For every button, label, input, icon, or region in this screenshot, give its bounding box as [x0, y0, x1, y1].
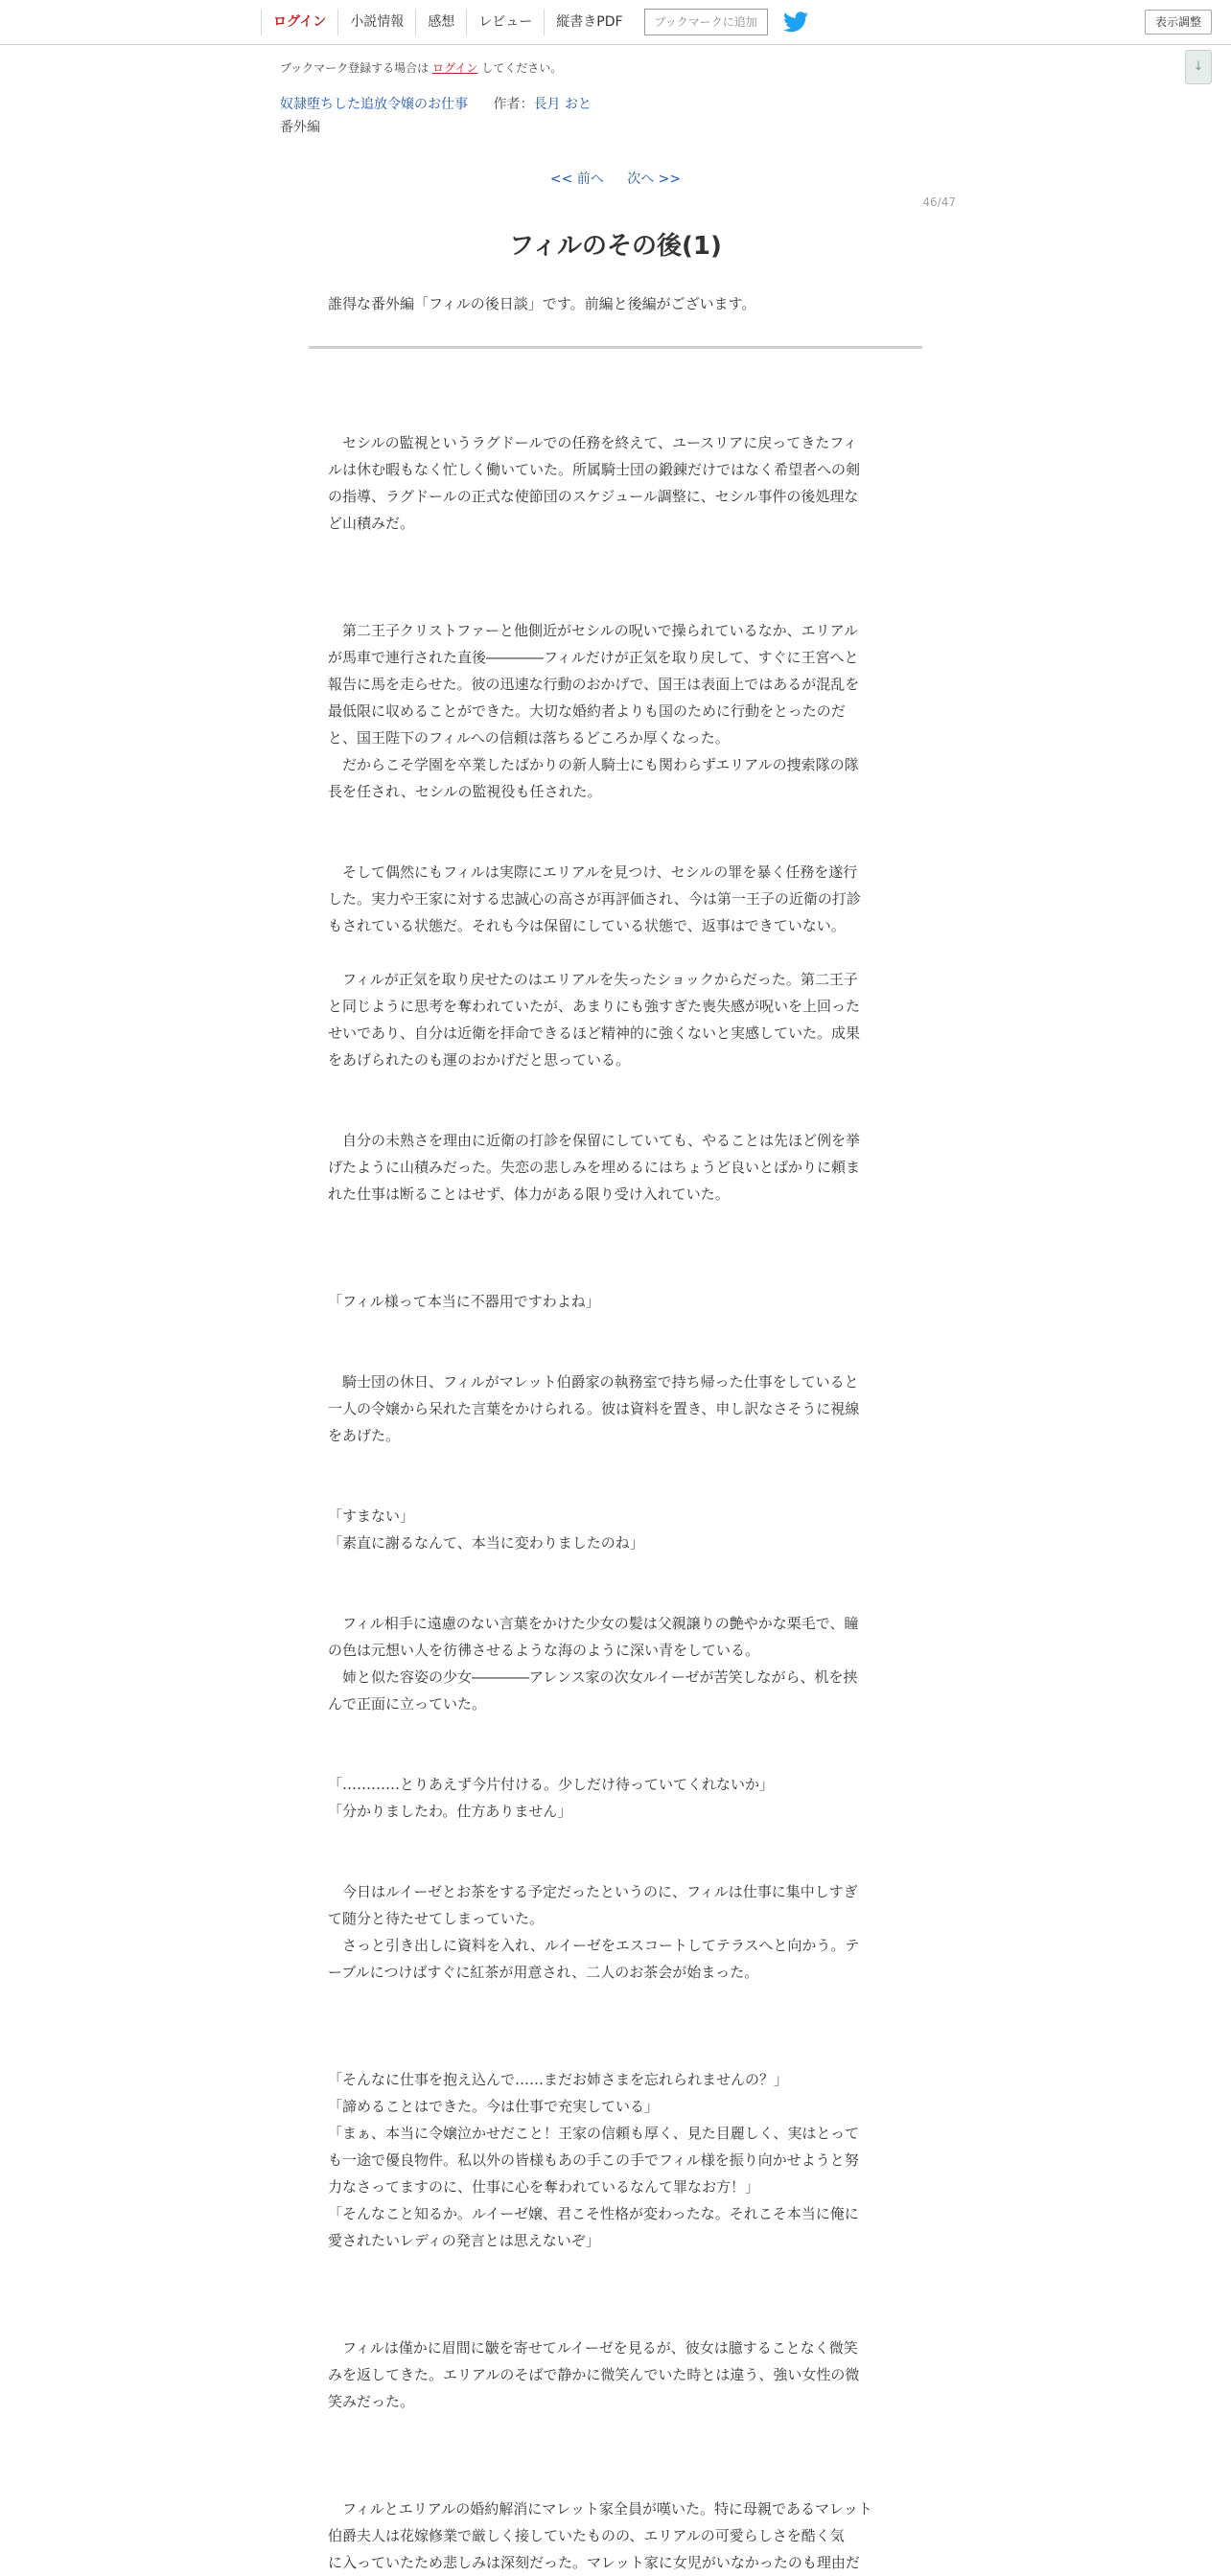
body-line — [328, 402, 903, 429]
body-line — [328, 1315, 903, 1342]
preface-divider — [309, 346, 922, 349]
nav-impressions-link[interactable]: 感想 — [415, 9, 466, 35]
body-line — [328, 1986, 903, 2012]
episode-preface: 誰得な番外編「フィルの後日談」です。前編と後編がございます。 — [328, 295, 756, 312]
author-label: 作者： — [493, 97, 534, 112]
body-line: も一途で優良物件。私以外の皆様もあの手この手でフィル様を振り向かせようと努 — [328, 2151, 859, 2169]
nav-login-link[interactable]: ログイン — [261, 9, 337, 35]
body-line: 笑みだった。 — [328, 2393, 415, 2410]
body-line: 姉と似た容姿の少女――――アレンス家の次女ルイーゼが苦笑しながら、机を挟 — [328, 1668, 858, 1686]
body-line — [328, 2012, 903, 2039]
body-line: 「すまない」 — [328, 1507, 415, 1525]
body-line: 「フィル様って本当に不器用ですわよね」 — [328, 1293, 600, 1310]
body-line: げたように山積みだった。失恋の悲しみを埋めるにはちょうど良いとばかりに頼ま — [328, 1159, 861, 1176]
body-line: 「そんなに仕事を抱え込んで……まだお姉さまを忘れられませんの？」 — [328, 2071, 789, 2088]
body-line — [328, 1583, 903, 1610]
body-line: をあげた。 — [328, 1427, 401, 1444]
body-line: れた仕事は断ることはせず、体力がある限り受け入れていた。 — [328, 1185, 730, 1203]
body-line: さっと引き出しに資料を入れ、ルイーゼをエスコートしてテラスへと向かう。テ — [328, 1937, 860, 1954]
body-line — [328, 2442, 903, 2469]
body-line: せいであり、自分は近衛を拝命できるほど精神的に強くないと実感していた。成果 — [328, 1024, 861, 1042]
scroll-down-button[interactable]: ↓ — [1185, 50, 1212, 84]
body-line: フィル相手に遠慮のない言葉をかけた少女の髪は父親譲りの艶やかな栗毛で、瞳 — [328, 1615, 859, 1632]
body-line: 長を任され、セシルの監視役も任された。 — [328, 783, 602, 800]
body-line: て随分と待たせてしまっていた。 — [328, 1910, 545, 1927]
nav-list — [261, 9, 808, 35]
body-line — [328, 1717, 903, 1744]
body-line: 最低限に収めることができた。大切な婚約者よりも国のために行動をとったのだ — [328, 702, 846, 720]
novel-title-link[interactable]: 奴隷堕ちした追放令嬢のお仕事 — [280, 97, 468, 112]
body-line: ど山積みだ。 — [328, 515, 415, 532]
body-line — [328, 590, 903, 617]
body-line — [328, 2039, 903, 2066]
body-line: んで正面に立っていた。 — [328, 1695, 487, 1713]
body-line — [328, 537, 903, 564]
next-episode-link[interactable]: 次へ >> — [627, 172, 682, 187]
body-line — [328, 1208, 903, 1234]
body-line: の色は元想い人を彷彿させるような海のように深い青をしている。 — [328, 1642, 760, 1659]
body-line: 今日はルイーゼとお茶をする予定だったというのに、フィルは仕事に集中しすぎ — [328, 1883, 858, 1900]
body-line: と同じように思考を奪われていたが、あまりにも強すぎた喪失感が呪いを上回った — [328, 998, 861, 1015]
body-line: 「そんなこと知るか。ルイーゼ嬢、君こそ性格が変わったな。それこそ本当に俺に — [328, 2205, 859, 2222]
novel-meta — [280, 94, 592, 113]
body-line: 力なさってますのに、仕事に心を奪われているなんて罪なお方！」 — [328, 2178, 760, 2196]
episode-pager — [0, 169, 1231, 188]
body-line — [328, 1825, 903, 1852]
body-line: 第二王子クリストファーと他側近がセシルの呪いで操られているなか、エリアル — [328, 622, 858, 639]
body-line: が馬車で連行された直後――――フィルだけが正気を取り戻して、すぐに王宮へと — [328, 649, 859, 666]
nav-vertical-pdf-link[interactable]: 縦書きPDF — [544, 9, 634, 35]
body-line — [328, 1744, 903, 1771]
body-line — [328, 1449, 903, 1476]
body-line: と、国王陛下のフィルへの信頼は落ちるどころか厚くなった。 — [328, 729, 730, 747]
body-line: フィルが正気を取り戻せたのはエリアルを失ったショックからだった。第二王子 — [328, 971, 858, 988]
body-line — [328, 1234, 903, 1261]
display-settings-button[interactable]: 表示調整 — [1145, 10, 1212, 34]
top-navigation-bar — [0, 0, 1231, 45]
body-line — [328, 2308, 903, 2334]
body-line: 愛されたいレディの発言とは思えないぞ」 — [328, 2232, 600, 2249]
episode-title: フィルのその後(1) — [509, 232, 722, 261]
notice-text-after: してください。 — [481, 61, 563, 75]
bookmark-login-notice — [280, 59, 562, 76]
body-line: の指導、ラグドールの正式な使節団のスケジュール調整に、セシル事件の後処理な — [328, 488, 859, 505]
body-line: 「分かりましたわ。仕方ありません」 — [328, 1803, 572, 1820]
body-line: をあげられたのも運のおかげだと思っている。 — [328, 1051, 631, 1069]
body-line — [328, 1073, 903, 1100]
nav-novel-info-link[interactable]: 小説情報 — [337, 9, 415, 35]
body-line: 一人の令嬢から呆れた言葉をかけられる。彼は資料を置き、申し訳なさそうに視線 — [328, 1400, 860, 1417]
notice-login-link[interactable]: ログイン — [432, 61, 478, 75]
body-line — [328, 564, 903, 590]
body-line — [328, 2281, 903, 2308]
body-line: そして偶然にもフィルは実際にエリアルを見つけ、セシルの罪を暴く任務を遂行 — [328, 863, 858, 881]
body-line: 報告に馬を走らせた。彼の迅速な行動のおかげで、国王は表面上ではあるが混乱を — [328, 676, 860, 693]
body-line — [328, 1342, 903, 1368]
notice-text-before: ブックマーク登録する場合は — [280, 61, 430, 75]
chapter-label: 番外編 — [280, 120, 320, 135]
body-line: セシルの監視というラグドールでの任務を終えて、ユースリアに戻ってきたフィ — [328, 434, 858, 451]
prev-episode-link[interactable]: << 前へ — [549, 172, 604, 187]
body-line: 「…………とりあえず今片付ける。少しだけ待っていてくれないか」 — [328, 1776, 775, 1793]
body-line — [328, 1261, 903, 1288]
body-line: 騎士団の休日、フィルがマレット伯爵家の執務室で持ち帰った仕事をしていると — [328, 1373, 859, 1391]
body-line — [328, 1852, 903, 1878]
twitter-bird-icon — [783, 12, 808, 33]
body-line: フィルとエリアルの婚約解消にマレット家全員が嘆いた。特に母親であるマレット — [328, 2500, 872, 2518]
body-line — [328, 2415, 903, 2442]
body-line — [328, 832, 903, 859]
body-line: 自分の未熟さを理由に近衛の打診を保留にしていても、やることは先ほど例を挙 — [328, 1132, 861, 1149]
body-line: 「素直に謝るなんて、本当に変わりましたのね」 — [328, 1534, 644, 1552]
body-line — [328, 2254, 903, 2281]
episode-body — [328, 402, 903, 2576]
body-line: だからこそ学園を卒業したばかりの新人騎士にも関わらずエリアルの捜索隊の隊 — [328, 756, 859, 773]
author-link[interactable]: 長月 おと — [533, 97, 592, 112]
body-line: 「諦めることはできた。今は仕事で充実している」 — [328, 2098, 660, 2115]
nav-review-link[interactable]: レビュー — [466, 9, 544, 35]
body-line — [328, 1556, 903, 1583]
add-bookmark-button[interactable]: ブックマークに追加 — [644, 9, 768, 35]
body-line: フィルは僅かに眉間に皺を寄せてルイーゼを見るが、彼女は臆することなく微笑 — [328, 2339, 858, 2357]
body-line: もされている状態だ。それも今は保留にしている状態で、返事はできていない。 — [328, 917, 846, 934]
body-line: ーブルにつけばすぐに紅茶が用意され、二人のお茶会が始まった。 — [328, 1964, 759, 1981]
body-line — [328, 939, 903, 966]
episode-count: 46/47 — [922, 196, 956, 209]
body-line — [328, 805, 903, 832]
body-line: ルは休む暇もなく忙しく働いていた。所属騎士団の鍛錬だけではなく希望者への剣 — [328, 461, 861, 478]
body-line — [328, 1476, 903, 1503]
body-line: に入っていたため悲しみは深刻だった。マレット家に女児がいなかったのも理由だ — [328, 2554, 860, 2571]
body-line: した。実力や王家に対する忠誠心の高さが再評価され、今は第一王子の近衛の打診 — [328, 890, 861, 908]
body-line: 伯爵夫人は花嫁修業で厳しく接していたものの、エリアルの可愛らしさを酷く気 — [328, 2527, 845, 2544]
body-line — [328, 2469, 903, 2496]
twitter-share-button[interactable] — [783, 12, 808, 33]
body-line — [328, 1100, 903, 1127]
body-line: みを返してきた。エリアルのそばで静かに微笑んでいた時とは違う、強い女性の微 — [328, 2366, 860, 2383]
body-line: 「まぁ、本当に令嬢泣かせだこと！王家の信頼も厚く、見た目麗しく、実はとって — [328, 2125, 860, 2142]
